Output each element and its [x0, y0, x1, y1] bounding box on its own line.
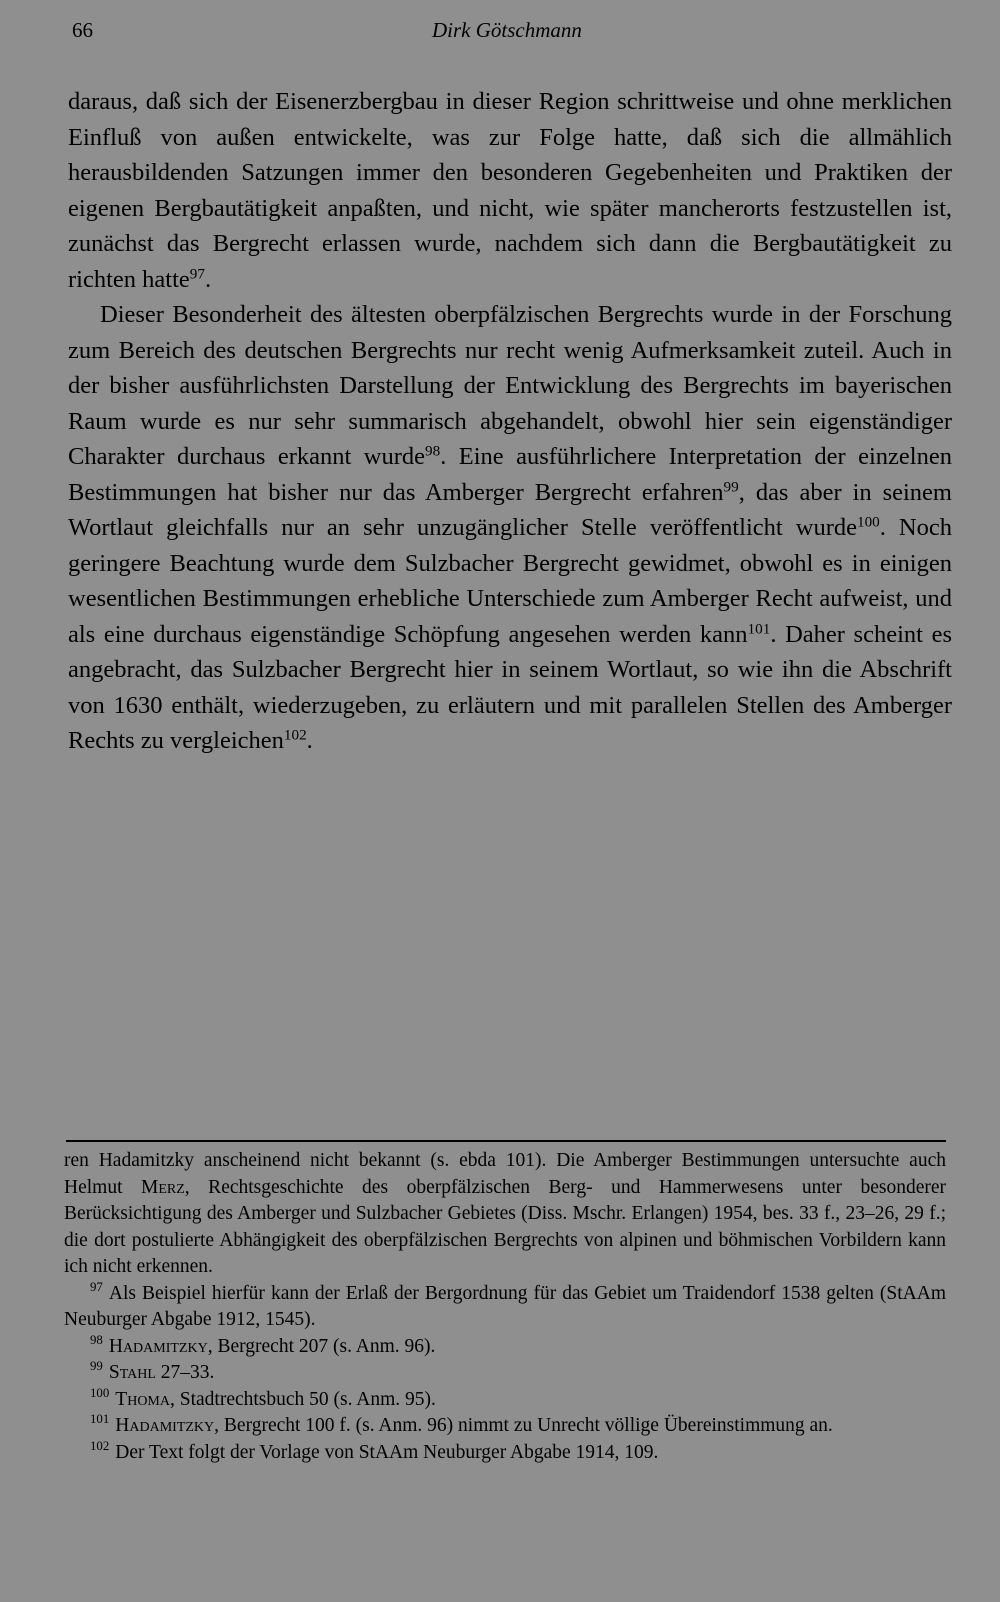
footnote-text: 27–33. [155, 1362, 215, 1383]
footnote-continuation-text-b: , Rechtsgeschichte des oberpfälzischen Berg- und Hammerwesens unter besonderer Berücksichtigung des Amberger und Sulzbacher Gebietes (Diss. Mschr. Erlangen) 1954, bes. 33 f., 23–26, 29 f.; die dort postulierte Abhängigkeit des oberpfälzischen Bergrechts von alpinen und böhmischen Vorbildern kann ich nicht erkennen. [64, 1176, 946, 1277]
footnote-ref-100: 100 [856, 513, 880, 531]
footnote-divider [66, 1140, 946, 1142]
paragraph-2-text-5: . Daher scheint es angebracht, das Sulzbacher Bergrecht hier in seinem Wortlaut, so wie ihn die Abschrift von 1630 enthält, wiederzugeben, zu erläutern und mit parallelen Stellen des Amberger Rechts zu vergleichen [68, 620, 952, 754]
footnote-102 [64, 1440, 946, 1467]
footnote-number: 102 [90, 1438, 110, 1453]
paragraph-2-text-4: . Noch geringere Beachtung wurde dem Sulzbacher Bergrecht gewidmet, obwohl es in einigen wesentlichen Bestimmungen erhebliche Unterschiede zum Amberger Recht aufweist, und als eine durchaus eigenständige Schöpfung angesehen werden kann [68, 514, 952, 648]
paragraph-2-text-2: . Eine ausführlichere Interpretation der einzelnen Bestimmungen hat bisher nur das Amberger Bergrecht erfahren [68, 443, 952, 506]
footnote-author-merz: Merz [141, 1176, 185, 1198]
running-head: Dirk Götschmann [432, 18, 582, 42]
footnote-continuation-text-a: ren Hadamitzky anscheinend nicht bekannt (s. ebda 101). Die Amberger Bestimmungen untersuchte auch Helmut [64, 1150, 946, 1198]
footnote-99 [64, 1360, 946, 1387]
footnote-ref-101: 101 [747, 620, 771, 638]
footnote-text: , Bergrecht 207 (s. Anm. 96). [207, 1335, 436, 1357]
paragraph-2 [68, 297, 952, 759]
footnote-number: 98 [90, 1332, 103, 1347]
footnote-number: 97 [90, 1279, 103, 1294]
paragraph-1-end: . [204, 265, 212, 293]
paragraph-1-text: daraus, daß sich der Eisenerzbergbau in dieser Region schrittweise und ohne merklichen Einfluß von außen entwickelte, was zur Folge hatte, daß sich die allmählich herausbildenden Satzungen immer den besonderen Gegebenheiten und Praktiken der eigenen Bergbautätigkeit anpaßten, und nicht, wie später mancherorts festzustellen ist, zunächst das Bergrecht erlassen wurde, nachdem sich dann die Bergbautätigkeit zu richten hatte [68, 88, 952, 293]
footnote-101 [64, 1413, 946, 1440]
main-text [68, 84, 952, 759]
footnote-author: Thoma [115, 1388, 170, 1410]
footnote-ref-98: 98 [425, 442, 441, 460]
paragraph-2-text-1: Dieser Besonderheit des ältesten oberpfälzischen Bergrechts wurde in der Forschung zum Bereich des deutschen Bergrechts nur recht wenig Aufmerksamkeit zuteil. Auch in der bisher ausführlichsten Darstellung der Entwicklung des Bergrechts im bayerischen Raum wurde es nur sehr summarisch abgehandelt, obwohl hier sein eigenständiger Charakter durchaus erkannt wurde [68, 301, 952, 470]
footnotes [64, 1148, 946, 1466]
footnote-text: , Bergrecht 100 f. (s. Anm. 96) nimmt zu Unrecht völlige Übereinstimmung an. [214, 1415, 833, 1436]
page-number: 66 [72, 18, 93, 42]
footnote-100 [64, 1387, 946, 1414]
footnote-98 [64, 1334, 946, 1361]
page-header [72, 18, 940, 48]
footnote-number: 100 [90, 1385, 110, 1400]
paragraph-2-end: . [306, 727, 313, 754]
footnote-number: 101 [90, 1412, 110, 1427]
footnote-text: , Stadtrechtsbuch 50 (s. Anm. 95). [170, 1388, 436, 1410]
footnote-continuation [64, 1148, 946, 1281]
footnote-author: Hadamitzky [108, 1335, 208, 1357]
footnote-ref-97: 97 [189, 265, 205, 283]
footnote-text: Als Beispiel hierfür kann der Erlaß der Bergordnung für das Gebiet um Traidendorf 1538 gelten (StAAm Neuburger Abgabe 1912, 1545). [64, 1282, 946, 1330]
footnote-author: Hadamitzky [115, 1415, 215, 1436]
footnote-author: Stahl [108, 1362, 156, 1383]
footnote-ref-99: 99 [723, 478, 739, 496]
footnote-text: Der Text folgt der Vorlage von StAAm Neuburger Abgabe 1914, 109. [115, 1441, 659, 1463]
paragraph-1 [68, 84, 952, 297]
footnote-97 [64, 1281, 946, 1334]
footnote-number: 99 [90, 1359, 103, 1374]
paragraph-2-text-3: , das aber in seinem Wortlaut gleichfalls nur an sehr unzugänglicher Stelle veröffentlicht wurde [68, 478, 952, 541]
footnote-ref-102: 102 [283, 726, 307, 744]
